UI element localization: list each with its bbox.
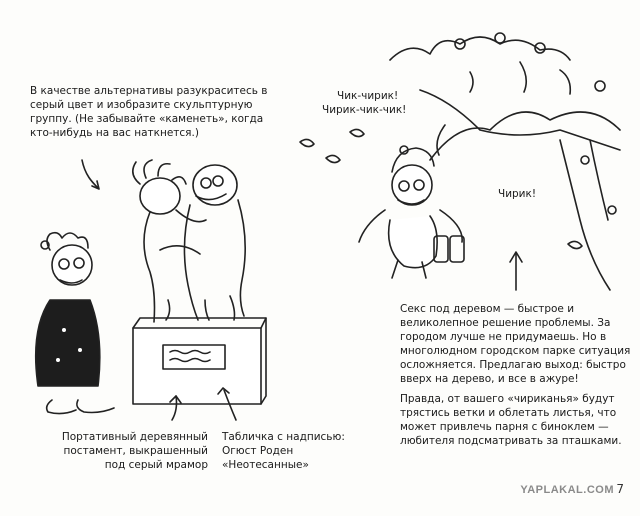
- plaque-caption: Табличка с надписью: Огюст Роден «Неотесанные»: [222, 431, 345, 471]
- statue-figures: [133, 160, 245, 322]
- chirp-label-2: Чирик-чик-чик!: [322, 104, 407, 116]
- watermark: YAPLAKAL.COM: [520, 484, 614, 496]
- page-number: 7: [616, 482, 624, 496]
- pedestal: [133, 318, 266, 404]
- pedestal-caption: Портативный деревянный постамент, выкрашенный под серый мрамор: [61, 431, 208, 471]
- right-text-paragraph-2: Правда, от вашего «чириканья» будут трястись ветки и облетать листья, что может привлечь парня с биноклем — любителя подсматривать за пташками.: [400, 393, 622, 447]
- arrow-to-statue: [82, 160, 98, 188]
- chirp-label-3: Чирик!: [498, 188, 537, 200]
- right-text-paragraph-1: Секс под деревом — быстрое и великолепное решение проблемы. За городом лучше не придумаешь. Но в многолюдном городском парке ситуация осложняется. Предлагаю выход: быстро вверх на дерево, и все в ажуре!: [400, 303, 631, 385]
- chirp-label-1: Чик-чирик!: [337, 90, 399, 102]
- old-lady: [36, 233, 114, 414]
- person-in-tree: [359, 146, 464, 278]
- left-caption: В качестве альтернативы разукраситесь в серый цвет и изобразите скульптурную группу. (Не забывайте «каменеть», когда кто-нибудь на вас наткнется.): [30, 85, 268, 139]
